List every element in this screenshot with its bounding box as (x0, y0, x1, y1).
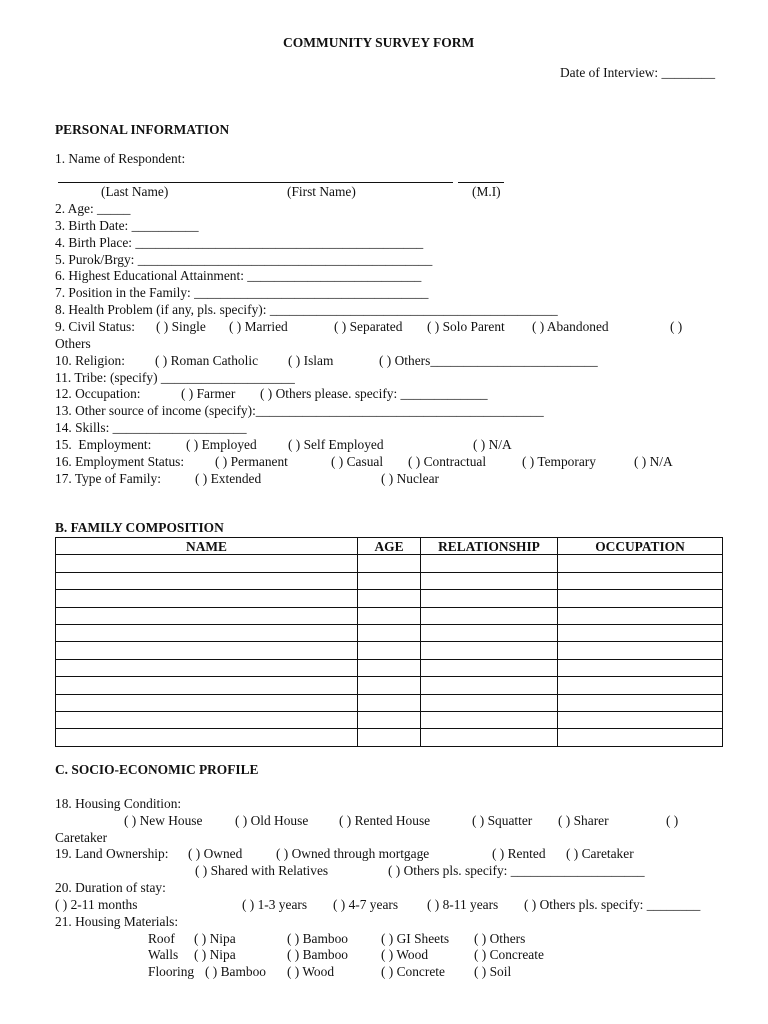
relationship-cell[interactable] (421, 624, 558, 641)
land-shared-option[interactable]: ( ) Shared with Relatives (195, 863, 329, 878)
duration-8-11-years-option[interactable]: ( ) 8-11 years (427, 897, 499, 912)
housing-old-option[interactable]: ( ) Old House (235, 813, 309, 828)
civil-abandoned-option[interactable]: ( ) Abandoned (532, 319, 609, 334)
name-cell[interactable] (56, 694, 358, 711)
age-cell[interactable] (358, 642, 421, 659)
civil-others-label: Others (55, 336, 91, 351)
duration-4-7-years-option[interactable]: ( ) 4-7 years (333, 897, 399, 912)
name-cell[interactable] (56, 624, 358, 641)
occupation-farmer-option[interactable]: ( ) Farmer (181, 386, 236, 401)
middle-initial-line[interactable] (458, 182, 504, 183)
employment-na-option[interactable]: ( ) N/A (473, 437, 512, 452)
status-permanent-option[interactable]: ( ) Permanent (215, 454, 288, 469)
relationship-cell[interactable] (421, 607, 558, 624)
housing-new-option[interactable]: ( ) New House (124, 813, 203, 828)
table-row (56, 572, 723, 589)
name-cell[interactable] (56, 590, 358, 607)
occupation-cell[interactable] (558, 729, 723, 746)
age-cell[interactable] (358, 677, 421, 694)
relationship-cell[interactable] (421, 677, 558, 694)
roof-label: Roof (148, 931, 175, 946)
relationship-cell[interactable] (421, 555, 558, 572)
land-mortgage-option[interactable]: ( ) Owned through mortgage (276, 846, 430, 861)
occupation-cell[interactable] (558, 642, 723, 659)
q8-health-field[interactable]: 8. Health Problem (if any, pls. specify): ___________________________________________ (55, 302, 558, 317)
land-others-option[interactable]: ( ) Others pls. specify: ____________________ (388, 863, 645, 878)
religion-islam-option[interactable]: ( ) Islam (288, 353, 334, 368)
civil-others-checkbox[interactable]: ( ) (670, 319, 683, 334)
q7-position-field[interactable]: 7. Position in the Family: ___________________________________ (55, 285, 429, 300)
table-row (56, 659, 723, 676)
age-cell[interactable] (358, 624, 421, 641)
occupation-cell[interactable] (558, 607, 723, 624)
status-na-option[interactable]: ( ) N/A (634, 454, 673, 469)
q2-age-field[interactable]: 2. Age: _____ (55, 201, 131, 216)
table-row (56, 694, 723, 711)
name-cell[interactable] (56, 572, 358, 589)
civil-single-option[interactable]: ( ) Single (156, 319, 206, 334)
interview-date-field[interactable]: Date of Interview: ________ (560, 65, 716, 80)
duration-2-11-months-option[interactable]: ( ) 2-11 months (55, 897, 138, 912)
walls-concreate-option[interactable]: ( ) Concreate (474, 947, 544, 962)
table-row (56, 729, 723, 746)
table-row (56, 711, 723, 728)
name-cell[interactable] (56, 642, 358, 659)
header-relationship: RELATIONSHIP (421, 538, 558, 555)
q15-employment-label: 15. Employment: (55, 437, 152, 452)
relationship-cell[interactable] (421, 694, 558, 711)
religion-others-option[interactable]: ( ) Others_________________________ (379, 353, 598, 368)
age-cell[interactable] (358, 694, 421, 711)
housing-caretaker-checkbox[interactable]: ( ) (666, 813, 679, 828)
q6-education-field[interactable]: 6. Highest Educational Attainment: __________________________ (55, 268, 422, 283)
civil-married-option[interactable]: ( ) Married (229, 319, 288, 334)
status-casual-option[interactable]: ( ) Casual (331, 454, 384, 469)
name-cell[interactable] (56, 555, 358, 572)
walls-nipa-option[interactable]: ( ) Nipa (194, 947, 236, 962)
relationship-cell[interactable] (421, 729, 558, 746)
family-nuclear-option[interactable]: ( ) Nuclear (381, 471, 439, 486)
section-heading-personal: PERSONAL INFORMATION (55, 122, 230, 137)
table-header-row (56, 538, 723, 555)
header-age: AGE (358, 538, 421, 555)
last-first-name-line[interactable] (58, 182, 453, 183)
table-row (56, 624, 723, 641)
occupation-cell[interactable] (558, 572, 723, 589)
name-cell[interactable] (56, 607, 358, 624)
occupation-cell[interactable] (558, 711, 723, 728)
housing-rented-option[interactable]: ( ) Rented House (339, 813, 431, 828)
age-cell[interactable] (358, 555, 421, 572)
q14-skills-field[interactable]: 14. Skills: ____________________ (55, 420, 247, 435)
land-rented-option[interactable]: ( ) Rented (492, 846, 546, 861)
flooring-label: Flooring (148, 964, 195, 979)
q4-birth-place-field[interactable]: 4. Birth Place: ___________________________________________ (55, 235, 424, 250)
q9-civil-status-label: 9. Civil Status: (55, 319, 135, 334)
walls-label: Walls (148, 947, 179, 962)
roof-bamboo-option[interactable]: ( ) Bamboo (287, 931, 348, 946)
q21-materials-label: 21. Housing Materials: (55, 914, 179, 929)
occupation-cell[interactable] (558, 677, 723, 694)
name-cell[interactable] (56, 659, 358, 676)
age-cell[interactable] (358, 711, 421, 728)
table-row (56, 607, 723, 624)
relationship-cell[interactable] (421, 711, 558, 728)
table-row (56, 555, 723, 572)
q12-occupation-label: 12. Occupation: (55, 386, 141, 401)
walls-bamboo-option[interactable]: ( ) Bamboo (287, 947, 348, 962)
name-cell[interactable] (56, 729, 358, 746)
family-extended-option[interactable]: ( ) Extended (195, 471, 262, 486)
occupation-cell[interactable] (558, 555, 723, 572)
roof-gi-sheets-option[interactable]: ( ) GI Sheets (381, 931, 450, 946)
occupation-cell[interactable] (558, 590, 723, 607)
roof-nipa-option[interactable]: ( ) Nipa (194, 931, 236, 946)
age-cell[interactable] (358, 659, 421, 676)
duration-others-option[interactable]: ( ) Others pls. specify: ________ (524, 897, 701, 912)
status-temporary-option[interactable]: ( ) Temporary (522, 454, 596, 469)
occupation-cell[interactable] (558, 659, 723, 676)
floor-soil-option[interactable]: ( ) Soil (474, 964, 512, 979)
religion-catholic-option[interactable]: ( ) Roman Catholic (155, 353, 259, 368)
name-cell[interactable] (56, 677, 358, 694)
q19-land-label: 19. Land Ownership: (55, 846, 169, 861)
land-owned-option[interactable]: ( ) Owned (188, 846, 243, 861)
relationship-cell[interactable] (421, 590, 558, 607)
employment-employed-option[interactable]: ( ) Employed (186, 437, 257, 452)
relationship-cell[interactable] (421, 642, 558, 659)
duration-1-3-years-option[interactable]: ( ) 1-3 years (242, 897, 308, 912)
occupation-others-option[interactable]: ( ) Others please. specify: _____________ (260, 386, 488, 401)
section-heading-socio: C. SOCIO-ECONOMIC PROFILE (55, 762, 259, 777)
table-row (56, 642, 723, 659)
q13-income-field[interactable]: 13. Other source of income (specify):___________________________________________ (55, 403, 544, 418)
table-row (56, 677, 723, 694)
mi-caption: (M.I) (472, 184, 501, 199)
table-row (56, 590, 723, 607)
q3-birth-date-field[interactable]: 3. Birth Date: __________ (55, 218, 199, 233)
housing-sharer-option[interactable]: ( ) Sharer (558, 813, 609, 828)
civil-separated-option[interactable]: ( ) Separated (334, 319, 403, 334)
age-cell[interactable] (358, 572, 421, 589)
occupation-cell[interactable] (558, 624, 723, 641)
header-occupation: OCCUPATION (558, 538, 723, 555)
name-cell[interactable] (56, 711, 358, 728)
civil-solo-parent-option[interactable]: ( ) Solo Parent (427, 319, 505, 334)
form-title: COMMUNITY SURVEY FORM (283, 35, 475, 50)
occupation-cell[interactable] (558, 694, 723, 711)
status-contractual-option[interactable]: ( ) Contractual (408, 454, 487, 469)
land-caretaker-option[interactable]: ( ) Caretaker (566, 846, 634, 861)
q17-family-type-label: 17. Type of Family: (55, 471, 161, 486)
employment-self-option[interactable]: ( ) Self Employed (288, 437, 384, 452)
q18-housing-label: 18. Housing Condition: (55, 796, 182, 811)
age-cell[interactable] (358, 729, 421, 746)
q10-religion-label: 10. Religion: (55, 353, 125, 368)
age-cell[interactable] (358, 607, 421, 624)
section-heading-family: B. FAMILY COMPOSITION (55, 520, 224, 535)
floor-concrete-option[interactable]: ( ) Concrete (381, 964, 445, 979)
first-name-caption: (First Name) (287, 184, 356, 199)
last-name-caption: (Last Name) (101, 184, 169, 199)
q5-purok-field[interactable]: 5. Purok/Brgy: ____________________________________________ (55, 252, 433, 267)
q1-respondent-name-label: 1. Name of Respondent: (55, 151, 186, 166)
roof-others-option[interactable]: ( ) Others (474, 931, 526, 946)
q11-tribe-field[interactable]: 11. Tribe: (specify) ____________________ (55, 370, 295, 385)
relationship-cell[interactable] (421, 659, 558, 676)
relationship-cell[interactable] (421, 572, 558, 589)
housing-caretaker-label: Caretaker (55, 830, 108, 845)
age-cell[interactable] (358, 590, 421, 607)
walls-wood-option[interactable]: ( ) Wood (381, 947, 429, 962)
floor-bamboo-option[interactable]: ( ) Bamboo (205, 964, 266, 979)
housing-squatter-option[interactable]: ( ) Squatter (472, 813, 533, 828)
family-composition-table (55, 537, 723, 747)
q20-duration-label: 20. Duration of stay: (55, 880, 166, 895)
header-name: NAME (56, 538, 358, 555)
q16-status-label: 16. Employment Status: (55, 454, 185, 469)
floor-wood-option[interactable]: ( ) Wood (287, 964, 335, 979)
